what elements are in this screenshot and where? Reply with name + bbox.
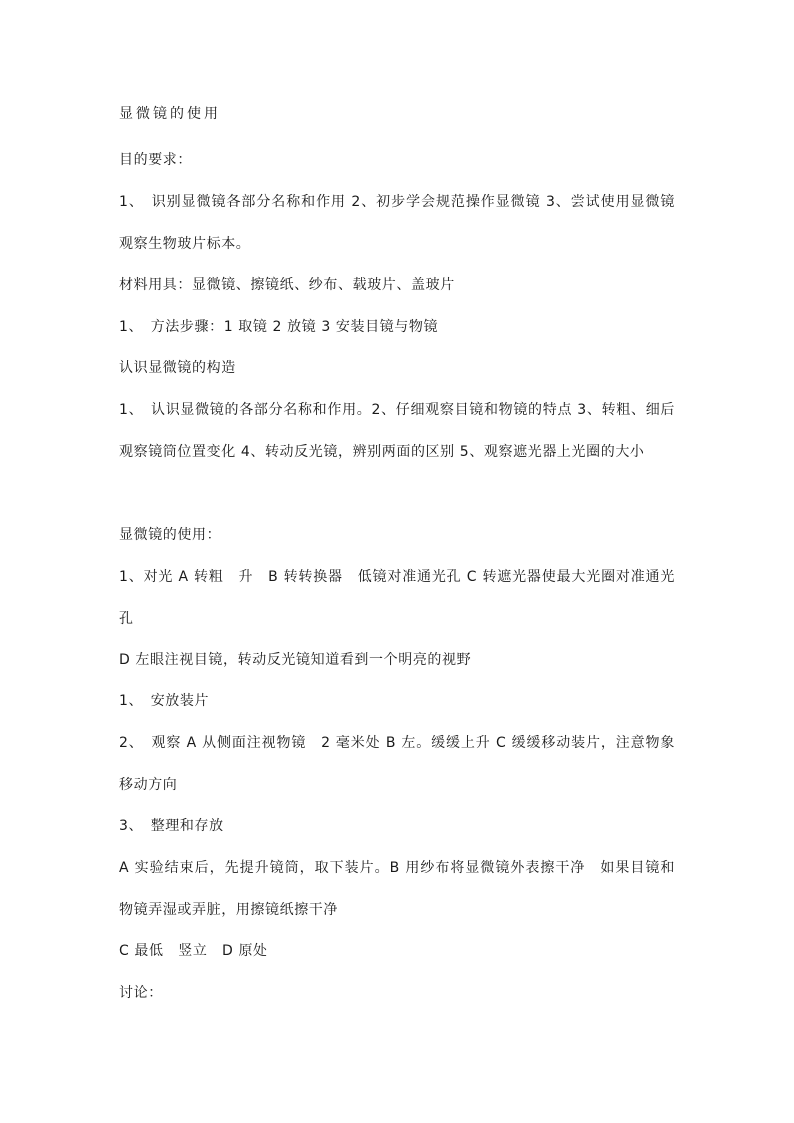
paragraph-view-field: D 左眼注视目镜，转动反光镜知道看到一个明亮的视野: [119, 652, 472, 668]
step-place-slide: 1、 安放装片: [119, 693, 210, 709]
document-title: 显微镜的使用: [119, 106, 221, 122]
paragraph-materials: 材料用具：显微镜、擦镜纸、纱布、载玻片、盖玻片: [119, 277, 455, 293]
paragraph-final-position: C 最低 竖立 D 原处: [119, 943, 268, 959]
section-heading-objectives: 目的要求：: [119, 152, 192, 168]
section-heading-usage: 显微镜的使用：: [119, 527, 222, 543]
paragraph-cleanup: A 实验结束后，先提升镜筒，取下装片。B 用纱布将显微镜外表擦干净 如果目镜和物镜弄湿或弄脏，用擦镜纸擦干净: [119, 860, 675, 918]
section-heading-discussion: 讨论：: [119, 985, 163, 1001]
paragraph-method-steps: 1、 方法步骤：1 取镜 2 放镜 3 安装目镜与物镜: [119, 319, 439, 335]
section-heading-structure: 认识显微镜的构造: [119, 360, 236, 376]
step-observe: 2、 观察 A 从侧面注视物镜 2 毫米处 B 左。缓缓上升 C 缓缓移动装片，注意物象移动方向: [119, 735, 675, 793]
paragraph-objectives: 1、 识别显微镜各部分名称和作用 2、初步学会规范操作显微镜 3、尝试使用显微镜观察生物玻片标本。: [119, 194, 675, 252]
paragraph-light-alignment: 1、对光 A 转粗 升 B 转转换器 低镜对准通光孔 C 转遮光器使最大光圈对准通光孔: [119, 569, 675, 627]
paragraph-structure: 1、 认识显微镜的各部分名称和作用。2、仔细观察目镜和物镜的特点 3、转粗、细后观察镜筒位置变化 4、转动反光镜，辨别两面的区别 5、观察遮光器上光圈的大小: [119, 402, 675, 460]
step-tidy-store: 3、 整理和存放: [119, 818, 224, 834]
